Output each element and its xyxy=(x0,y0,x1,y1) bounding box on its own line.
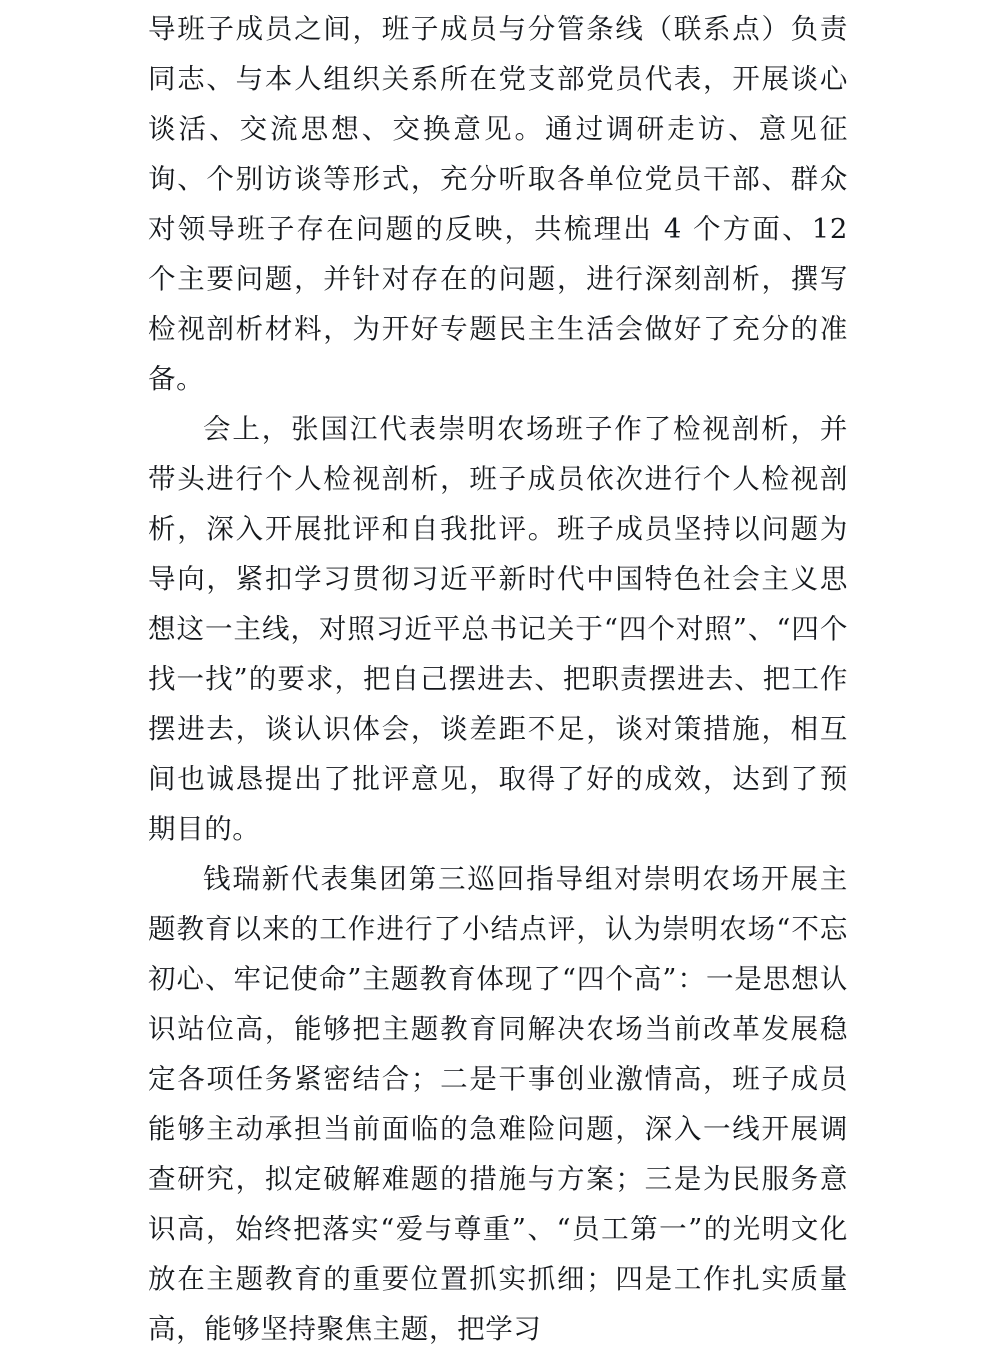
document-body xyxy=(148,0,848,1354)
paragraph-continued: 导班子成员之间，班子成员与分管条线（联系点）负责同志、与本人组织关系所在党支部党员代表，开展谈心谈活、交流思想、交换意见。通过调研走访、意见征询、个别访谈等形式，充分听取各单位党员干部、群众对领导班子存在问题的反映，共梳理出 4 个方面、12 个主要问题，并针对存在的问题，进行深刻剖析，撰写检视剖析材料，为开好专题民主生活会做好了充分的准备。 xyxy=(148,13,848,395)
paragraph-guidance-comment: 钱瑞新代表集团第三巡回指导组对崇明农场开展主题教育以来的工作进行了小结点评，认为崇明农场“不忘初心、牢记使命”主题教育体现了“四个高”：一是思想认识站位高，能够把主题教育同解决农场当前改革发展稳定各项任务紧密结合；二是干事创业激情高，班子成员能够主动承担当前面临的急难险问题，深入一线开展调查研究，拟定破解难题的措施与方案；三是为民服务意识高，始终把落实“爱与尊重”、“员工第一”的光明文化放在主题教育的重要位置抓实抓细；四是工作扎实质量高，能够坚持聚焦主题，把学习 xyxy=(148,863,848,1345)
paragraph-meeting-review: 会上，张国江代表崇明农场班子作了检视剖析，并带头进行个人检视剖析，班子成员依次进行个人检视剖析，深入开展批评和自我批评。班子成员坚持以问题为导向，紧扣学习贯彻习近平新时代中国特色社会主义思想这一主线，对照习近平总书记关于“四个对照”、“四个找一找”的要求，把自己摆进去、把职责摆进去、把工作摆进去，谈认识体会，谈差距不足，谈对策措施，相互间也诚恳提出了批评意见，取得了好的成效，达到了预期目的。 xyxy=(148,413,848,845)
